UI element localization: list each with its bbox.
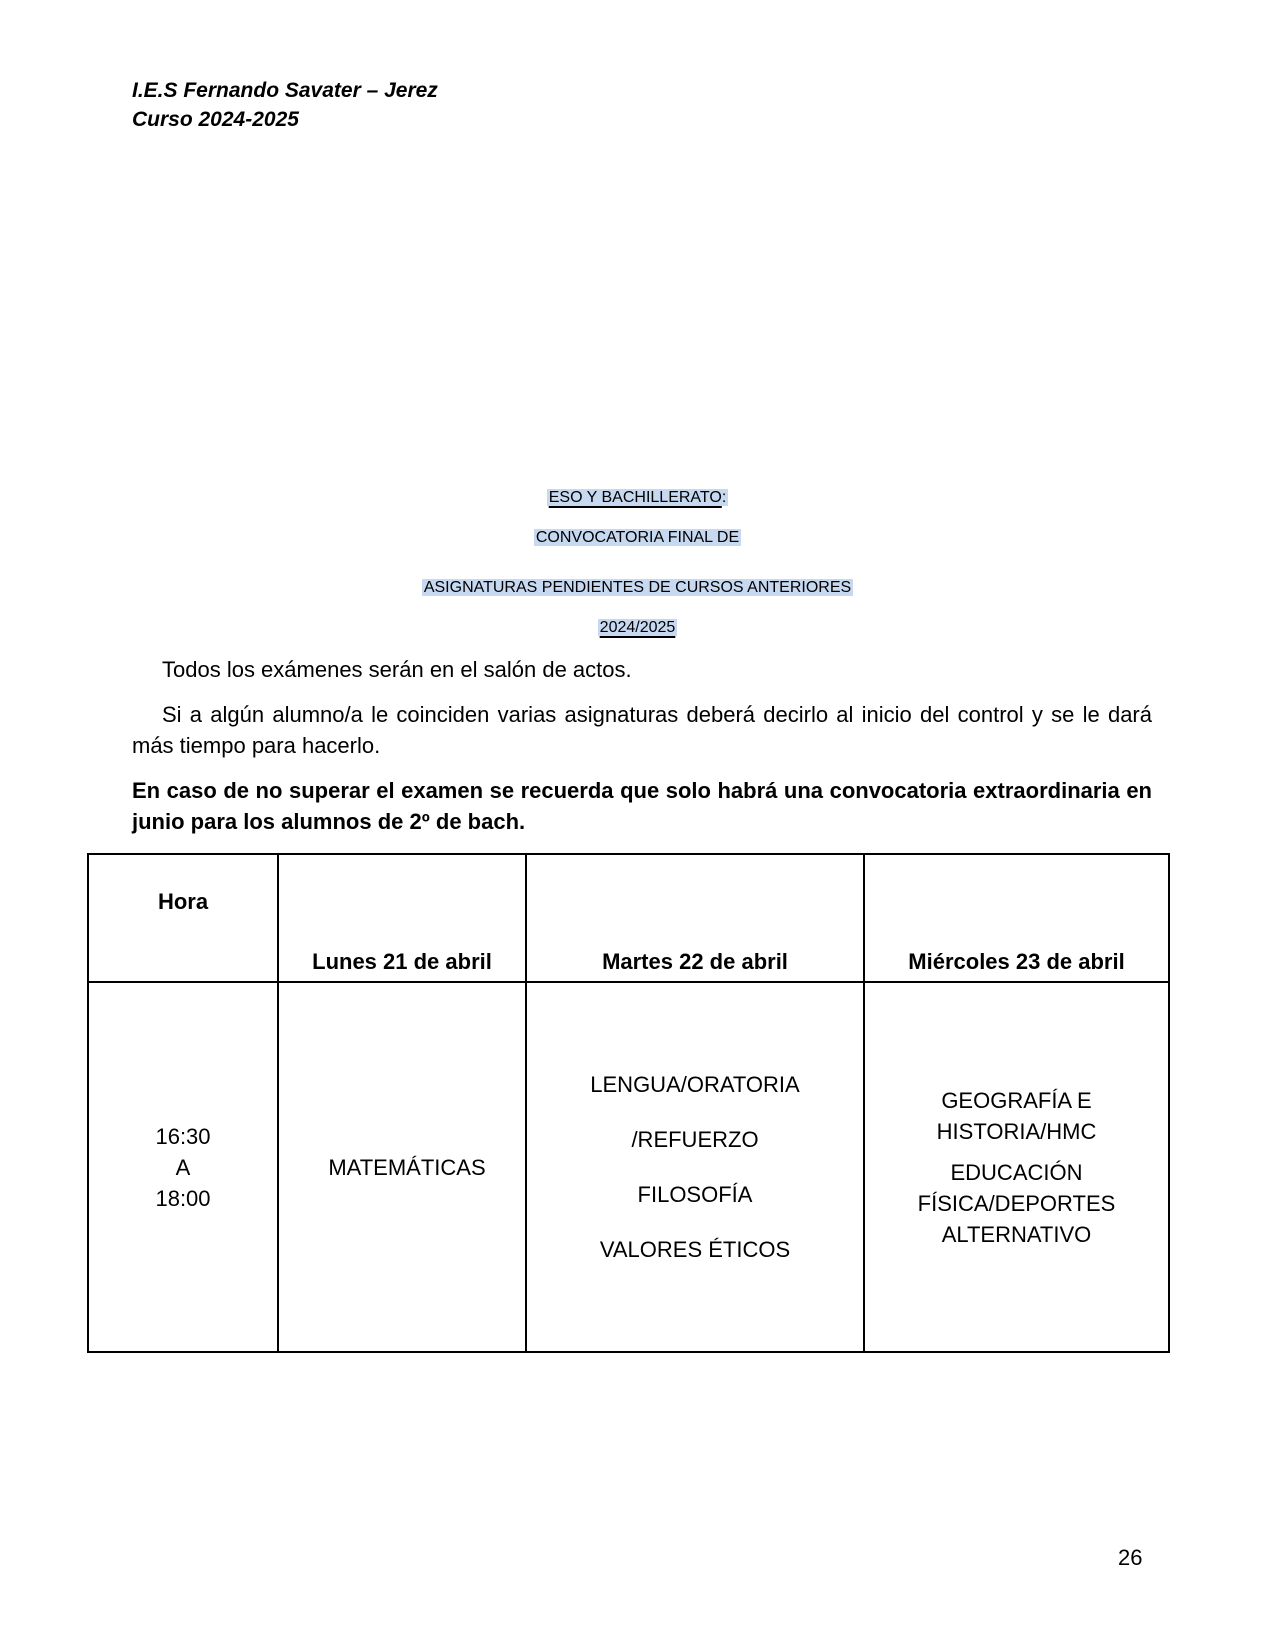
title-line-3 — [0, 568, 1275, 608]
subject-item: HISTORIA/HMC — [936, 1118, 1097, 1144]
time-separator: A — [175, 1154, 191, 1180]
time-start: 16:30 — [155, 1123, 211, 1149]
page-number: 26 — [1118, 1545, 1143, 1570]
paragraph-location: Todos los exámenes serán en el salón de actos. — [162, 657, 632, 682]
title-colon: : — [721, 489, 727, 506]
school-name: I.E.S Fernando Savater – Jerez — [132, 79, 438, 102]
title-year: 2024/2025 — [599, 619, 676, 636]
page-header — [132, 76, 438, 134]
table-header-row — [88, 854, 1169, 982]
time-end: 18:00 — [155, 1185, 211, 1211]
subject-item: VALORES ÉTICOS — [599, 1237, 791, 1262]
header-miercoles: Miércoles 23 de abril — [864, 854, 1169, 982]
cell-hora — [88, 982, 278, 1352]
subject-item: FILOSOFÍA — [637, 1182, 753, 1207]
subject-item: EDUCACIÓN — [950, 1159, 1083, 1185]
table-row — [88, 982, 1169, 1352]
paragraph-extraordinary: En caso de no superar el examen se recuerda que solo habrá una convocatoria extraordinaria en junio para los alumnos de 2º de bach. — [132, 778, 1152, 834]
subject-item: LENGUA/ORATORIA — [590, 1072, 800, 1097]
school-year: Curso 2024-2025 — [132, 108, 299, 131]
subject-item: /REFUERZO — [631, 1127, 759, 1152]
header-hora: Hora — [88, 854, 278, 982]
cell-miercoles — [864, 982, 1169, 1352]
title-line-4 — [0, 608, 1275, 648]
title-line-1 — [0, 478, 1275, 518]
title-convocatoria: CONVOCATORIA FINAL DE — [535, 529, 740, 546]
subject-item: MATEMÁTICAS — [328, 1154, 486, 1180]
header-martes: Martes 22 de abril — [526, 854, 864, 982]
subject-item: ALTERNATIVO — [941, 1221, 1092, 1247]
subject-item: GEOGRAFÍA E — [941, 1087, 1092, 1113]
paragraph-coincidence: Si a algún alumno/a le coinciden varias asignaturas deberá decirlo al inicio del control y se le dará más tiempo para hacerlo. — [132, 702, 1152, 758]
title-asignaturas: ASIGNATURAS PENDIENTES DE CURSOS ANTERIORES — [423, 579, 852, 596]
cell-martes — [526, 982, 864, 1352]
cell-lunes — [278, 982, 526, 1352]
title-eso-bachillerato: ESO Y BACHILLERATO — [548, 489, 722, 506]
exam-schedule-table — [87, 853, 1170, 1353]
subject-item: FÍSICA/DEPORTES — [917, 1190, 1116, 1216]
title-line-2 — [0, 518, 1275, 558]
header-lunes: Lunes 21 de abril — [278, 854, 526, 982]
